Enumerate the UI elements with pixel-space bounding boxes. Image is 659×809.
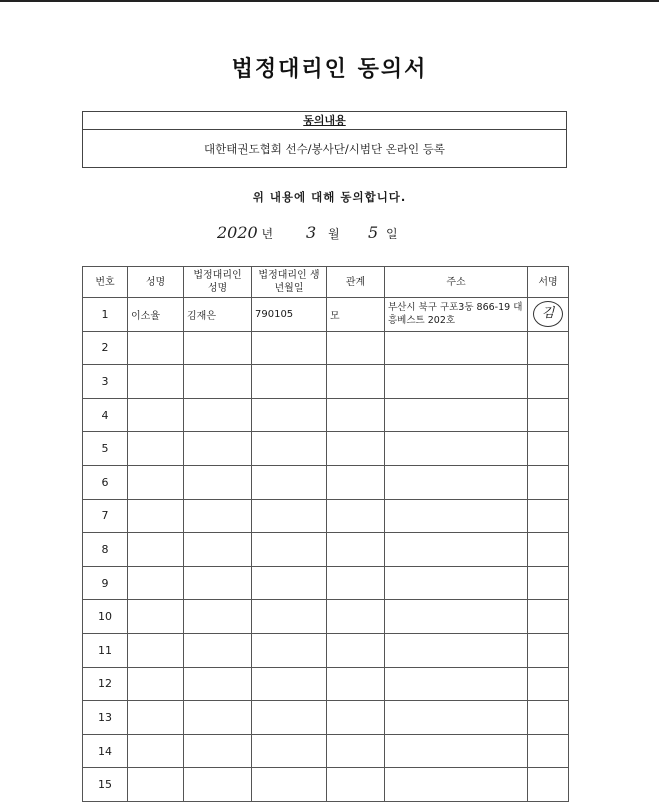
row-address-cell <box>385 734 528 768</box>
row-signature-cell <box>528 499 569 533</box>
row-signature-cell <box>528 365 569 399</box>
date-year-value: 2020 <box>217 223 258 242</box>
date-day-label: 일 <box>386 227 398 241</box>
row-number-cell: 13 <box>83 701 128 735</box>
row-guardian-name-cell <box>184 600 252 634</box>
row-guardian-name-cell <box>184 734 252 768</box>
row-relation-cell <box>327 667 385 701</box>
row-signature-cell <box>528 566 569 600</box>
table-row <box>83 398 569 432</box>
table-row <box>83 566 569 600</box>
row-address-cell <box>385 701 528 735</box>
row-address-cell <box>385 600 528 634</box>
row-name-cell <box>128 734 184 768</box>
table-row <box>83 533 569 567</box>
row-name-cell <box>128 331 184 365</box>
row-guardian-name-cell <box>184 566 252 600</box>
table-row <box>83 365 569 399</box>
table-row <box>83 465 569 499</box>
row-guardian-name-cell: 김재은 <box>184 298 252 332</box>
date-day <box>368 223 398 242</box>
row-number-cell: 15 <box>83 768 128 802</box>
row-address-cell <box>385 331 528 365</box>
row-number-cell: 9 <box>83 566 128 600</box>
row-address-cell <box>385 768 528 802</box>
row-signature-cell <box>528 298 569 332</box>
row-guardian-birth-cell <box>252 365 327 399</box>
row-relation-cell <box>327 533 385 567</box>
row-name-cell <box>128 499 184 533</box>
row-guardian-birth-cell <box>252 734 327 768</box>
date-month <box>306 223 340 242</box>
row-relation-cell <box>327 633 385 667</box>
table-row <box>83 600 569 634</box>
row-name-cell <box>128 398 184 432</box>
row-guardian-name-cell <box>184 701 252 735</box>
row-signature-cell <box>528 331 569 365</box>
row-number-cell: 5 <box>83 432 128 466</box>
table-row <box>83 298 569 332</box>
top-border-rule <box>0 0 659 2</box>
row-guardian-birth-cell <box>252 768 327 802</box>
row-name-cell <box>128 701 184 735</box>
row-number-cell: 6 <box>83 465 128 499</box>
row-number-cell: 11 <box>83 633 128 667</box>
row-guardian-birth-cell <box>252 633 327 667</box>
header-relation: 관계 <box>327 267 385 298</box>
row-address-cell <box>385 398 528 432</box>
row-guardian-birth-cell <box>252 432 327 466</box>
row-signature-cell <box>528 701 569 735</box>
row-name-cell <box>128 768 184 802</box>
row-signature-cell <box>528 768 569 802</box>
row-address-cell: 부산시 북구 구포3동 866-19 대흥베스트 202호 <box>385 298 528 332</box>
document-title: 법정대리인 동의서 <box>231 57 428 82</box>
table-row <box>83 432 569 466</box>
row-guardian-name-cell <box>184 432 252 466</box>
row-guardian-birth-cell <box>252 533 327 567</box>
row-guardian-name-cell <box>184 533 252 567</box>
row-number-cell: 7 <box>83 499 128 533</box>
header-no: 번호 <box>83 267 128 298</box>
row-relation-cell <box>327 398 385 432</box>
consent-content: 대한태권도협회 선수/봉사단/시범단 온라인 등록 <box>204 142 445 156</box>
consent-header <box>83 112 566 130</box>
row-relation-cell <box>327 768 385 802</box>
row-signature-cell <box>528 600 569 634</box>
row-guardian-birth-cell <box>252 465 327 499</box>
row-number-cell: 8 <box>83 533 128 567</box>
row-guardian-name-cell <box>184 633 252 667</box>
row-signature-cell <box>528 533 569 567</box>
table-row <box>83 734 569 768</box>
table-row <box>83 331 569 365</box>
row-address-cell <box>385 465 528 499</box>
row-address-cell <box>385 432 528 466</box>
date-day-value: 5 <box>368 223 379 242</box>
date-month-label: 월 <box>328 227 340 241</box>
row-signature-cell <box>528 633 569 667</box>
row-signature-cell <box>528 432 569 466</box>
row-guardian-birth-cell <box>252 667 327 701</box>
row-guardian-name-cell <box>184 465 252 499</box>
row-guardian-birth-cell <box>252 600 327 634</box>
row-guardian-name-cell <box>184 499 252 533</box>
row-guardian-birth-cell <box>252 331 327 365</box>
table-header-row <box>83 267 569 298</box>
row-name-cell <box>128 432 184 466</box>
row-name-cell: 이소율 <box>128 298 184 332</box>
date-year-label: 년 <box>261 227 274 241</box>
row-number-cell: 1 <box>83 298 128 332</box>
row-address-cell <box>385 566 528 600</box>
row-name-cell <box>128 566 184 600</box>
row-address-cell <box>385 499 528 533</box>
consent-box <box>82 111 567 168</box>
row-name-cell <box>128 600 184 634</box>
row-guardian-birth-cell <box>252 701 327 735</box>
consent-header-label: 동의내용 <box>303 114 346 127</box>
table-row <box>83 768 569 802</box>
header-guardian-name: 법정대리인 성명 <box>184 267 252 298</box>
row-number-cell: 3 <box>83 365 128 399</box>
row-address-cell <box>385 667 528 701</box>
row-number-cell: 10 <box>83 600 128 634</box>
row-signature-cell <box>528 734 569 768</box>
row-relation-cell <box>327 365 385 399</box>
agree-statement: 위 내용에 대해 동의합니다. <box>252 190 407 204</box>
row-relation-cell <box>327 331 385 365</box>
header-guardian-birth: 법정대리인 생년월일 <box>252 267 327 298</box>
row-address-cell <box>385 633 528 667</box>
table-row <box>83 667 569 701</box>
row-relation-cell <box>327 566 385 600</box>
header-signature: 서명 <box>528 267 569 298</box>
table-row <box>83 701 569 735</box>
row-number-cell: 12 <box>83 667 128 701</box>
table-row <box>83 633 569 667</box>
row-guardian-birth-cell <box>252 499 327 533</box>
row-guardian-name-cell <box>184 365 252 399</box>
row-relation-cell <box>327 432 385 466</box>
date-month-value: 3 <box>306 223 317 242</box>
header-name: 성명 <box>128 267 184 298</box>
header-address: 주소 <box>385 267 528 298</box>
row-relation-cell: 모 <box>327 298 385 332</box>
row-number-cell: 14 <box>83 734 128 768</box>
row-number-cell: 4 <box>83 398 128 432</box>
row-relation-cell <box>327 465 385 499</box>
row-signature-cell <box>528 398 569 432</box>
row-guardian-name-cell <box>184 331 252 365</box>
row-name-cell <box>128 533 184 567</box>
row-relation-cell <box>327 600 385 634</box>
row-name-cell <box>128 365 184 399</box>
table-row <box>83 499 569 533</box>
consent-signature-table <box>82 266 569 802</box>
row-guardian-name-cell <box>184 667 252 701</box>
signature-mark: 김 <box>533 301 563 327</box>
row-guardian-name-cell <box>184 768 252 802</box>
row-number-cell: 2 <box>83 331 128 365</box>
date-year <box>217 223 273 242</box>
row-name-cell <box>128 667 184 701</box>
row-relation-cell <box>327 701 385 735</box>
row-guardian-birth-cell <box>252 398 327 432</box>
row-relation-cell <box>327 499 385 533</box>
row-relation-cell <box>327 734 385 768</box>
row-signature-cell <box>528 465 569 499</box>
row-address-cell <box>385 533 528 567</box>
row-guardian-birth-cell: 790105 <box>252 298 327 332</box>
row-address-cell <box>385 365 528 399</box>
row-guardian-name-cell <box>184 398 252 432</box>
row-signature-cell <box>528 667 569 701</box>
row-name-cell <box>128 465 184 499</box>
row-guardian-birth-cell <box>252 566 327 600</box>
row-name-cell <box>128 633 184 667</box>
